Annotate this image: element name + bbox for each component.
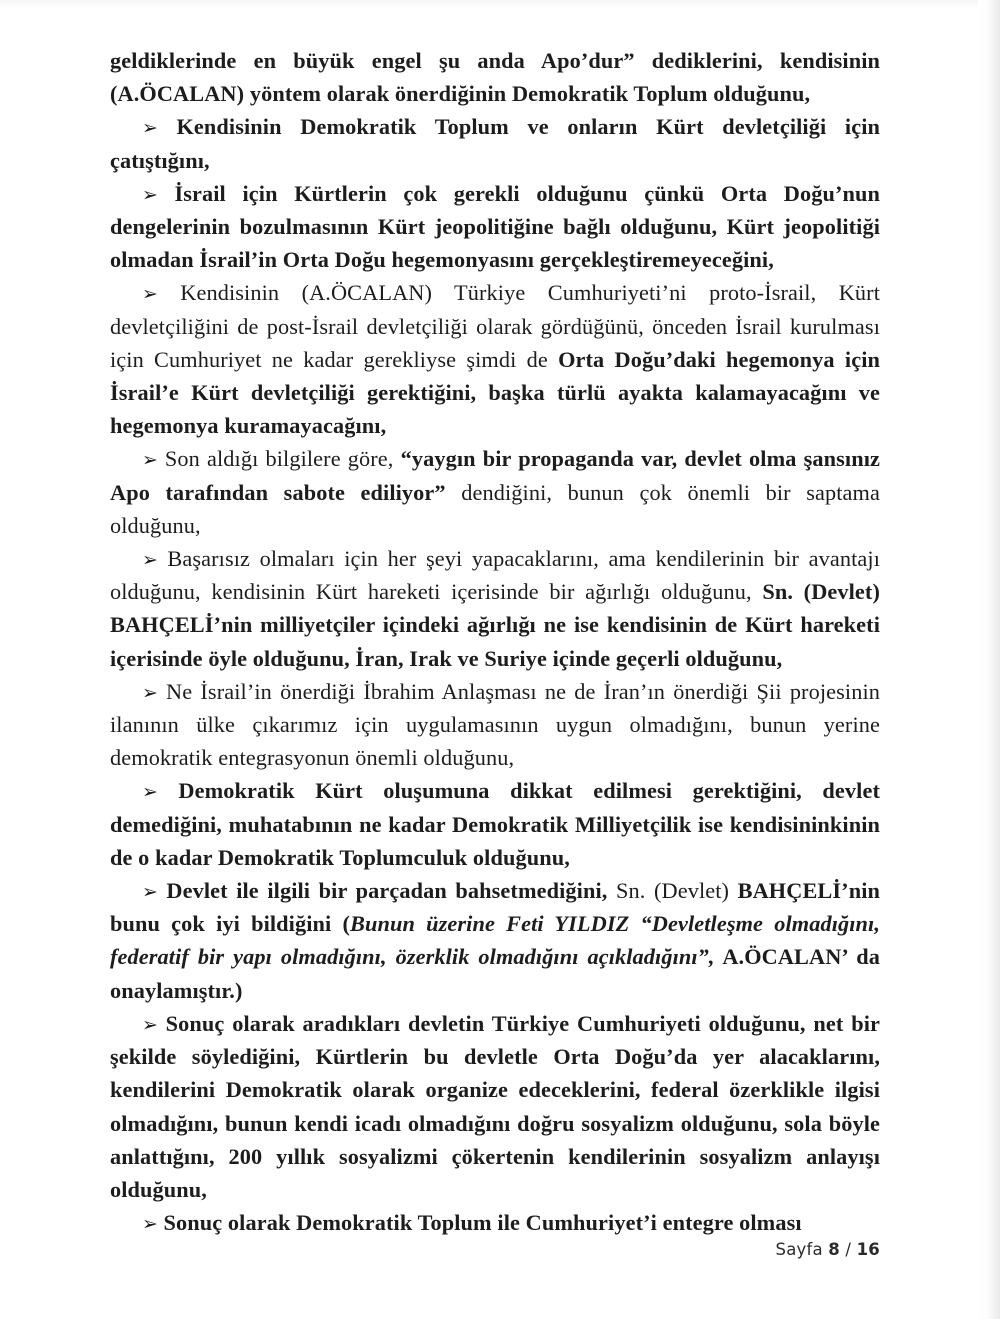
- page-top-edge: [0, 0, 1000, 10]
- text-run-bold: Kendisinin Demokratik Toplum ve onların Kürt devletçiliği için çatıştığını,: [110, 114, 880, 173]
- bullet-arrow-icon: ➢: [142, 881, 158, 904]
- bullet-arrow-icon: ➢: [142, 183, 158, 206]
- bullet-arrow-icon: ➢: [142, 283, 158, 306]
- bullet-spacer: [158, 114, 177, 139]
- text-run-regular: Ne İsrail’in önerdiği İbrahim Anlaşması ne de İran’ın önerdiği Şii projesinin ilanının ülke çıkarımız için uygulamasının uygun olmadığını, bunun yerine demokratik entegrasyonun önemli olduğunu,: [110, 678, 880, 771]
- bullet-spacer: [158, 280, 180, 305]
- text-run-bold: geldiklerinde en büyük engel şu anda Apo’dur” dediklerini, kendisinin (A.ÖCALAN) yöntem olarak önerdiğinin Demokratik Toplum olduğunu,: [110, 48, 880, 107]
- paragraph-p11-sonuc-entegre: [110, 1206, 880, 1239]
- text-run-bold: A.ÖCALAN’ da onaylamıştır.): [110, 944, 880, 1003]
- paragraph-p8-demokratik-kurt-olusumu: [110, 774, 880, 874]
- footer-total-pages: 16: [856, 1240, 880, 1259]
- footer-label: Sayfa: [775, 1240, 823, 1259]
- paragraph-p1-continuation: [110, 44, 880, 110]
- bullet-spacer: [158, 181, 175, 206]
- text-run-bold-italic: Bunun üzerine Feti YILDIZ “Devletleşme olmadığını, federatif bir yapı olmadığını, özerklik olmadığını açıkladığını”,: [110, 911, 881, 970]
- bullet-arrow-icon: ➢: [142, 1013, 158, 1036]
- text-run-bold: Demokratik Kürt oluşumuna dikkat edilmesi gerektiğini, devlet demediğini, muhatabının ne kadar Demokratik Milliyetçilik ise kendisininkinin de o kadar Demokratik Toplumculuk olduğunu,: [110, 778, 880, 870]
- bullet-spacer: [158, 446, 165, 471]
- page-right-edge: [978, 0, 1000, 1319]
- text-run-bold: İsrail için Kürtlerin çok gerekli olduğunu çünkü Orta Doğu’nun dengelerinin bozulmasının Kürt jeopolitiğine bağlı olduğunu, Kürt jeopolitiği olmadan İsrail’in Orta Doğu hegemonyasını gerçekleştiremeyeceğini,: [110, 180, 880, 273]
- page-footer: [0, 1240, 880, 1259]
- text-run-regular: Kendisinin (A.ÖCALAN) Türkiye Cumhuriyeti’ni proto-İsrail, Kürt devletçiliğini de post-İsrail devletçiliği olarak gördüğünü, önceden İsrail kurulması için Cumhuriyet ne kadar gerekliyse şimdi de: [110, 280, 880, 372]
- footer-current-page: 8: [828, 1240, 840, 1259]
- paragraph-p4-proto-israil: [110, 276, 880, 442]
- paragraph-p7-ibrahim-anlasmasi: [110, 675, 880, 775]
- bullet-arrow-icon: ➢: [142, 117, 158, 140]
- text-run-bold: Devlet ile ilgili bir parçadan bahsetmediğini,: [166, 878, 616, 904]
- bullet-arrow-icon: ➢: [142, 449, 158, 472]
- bullet-arrow-icon: ➢: [142, 781, 158, 804]
- text-run-regular: dendiğini, bunun çok önemli bir saptama olduğunu,: [110, 479, 880, 538]
- document-body: [110, 44, 880, 1239]
- text-run-bold: Sonuç olarak Demokratik Toplum ile Cumhuriyet’i entegre olması: [163, 1210, 802, 1236]
- text-run-regular: Başarısız olmaları için her şeyi yapacaklarını, ama kendilerinin bir avantajı olduğunu, kendisinin Kürt hareketi içerisinde bir ağırlığı olduğunu,: [110, 546, 880, 605]
- footer-separator: /: [845, 1240, 852, 1259]
- paragraph-p3-israil-kurtler: [110, 177, 880, 277]
- text-run-bold: Orta Doğu’daki hegemonya için İsrail’e Kürt devletçiliği gerektiğini, başka türlü ayakta kalamayacağını ve hegemonya kuramayacağını,: [110, 346, 880, 439]
- text-run-regular: Son aldığı bilgilere göre,: [164, 446, 401, 472]
- paragraph-p6-bahceli-agirlik: [110, 542, 880, 675]
- text-run-bold: BAHÇELİ’nin bunu çok iyi bildiğini (: [110, 878, 880, 937]
- bullet-spacer: [158, 679, 166, 704]
- bullet-spacer: [158, 1011, 166, 1036]
- paragraph-p10-sonuc-devlet: [110, 1007, 880, 1206]
- paragraph-p2-demokratik-toplum: [110, 110, 880, 176]
- text-run-bold: “yaygın bir propaganda var, devlet olma şansınız Apo tarafından sabote ediliyor”: [110, 446, 880, 505]
- text-run-bold: Sonuç olarak aradıkları devletin Türkiye Cumhuriyeti olduğunu, net bir şekilde söylediğini, Kürtlerin bu devletle Orta Doğu’da yer alacaklarını, kendilerini Demokratik olarak organize edeceklerini, federal özerklikle ilgisi olmadığını, bunun kendi icadı olmadığını doğru sosyalizm olduğunu, sola böyle anlattığını, 200 yıllık sosyalizmi çökertenin kendilerinin sosyalizm anlayışı olduğunu,: [110, 1010, 881, 1202]
- bullet-spacer: [158, 778, 179, 803]
- text-run-regular: Sn. (Devlet): [615, 878, 738, 904]
- bullet-spacer: [158, 546, 167, 571]
- bullet-arrow-icon: ➢: [142, 1213, 158, 1236]
- bullet-arrow-icon: ➢: [142, 549, 158, 572]
- paragraph-p9-devlet-parca: [110, 874, 880, 1007]
- paragraph-p5-propaganda: [110, 442, 880, 542]
- text-run-bold: Sn. (Devlet) BAHÇELİ’nin milliyetçiler içindeki ağırlığı ne ise kendisinin de Kürt hareketi içerisinde öyle olduğunu, İran, Irak ve Suriye içinde geçerli olduğunu,: [110, 579, 880, 671]
- bullet-arrow-icon: ➢: [142, 681, 158, 704]
